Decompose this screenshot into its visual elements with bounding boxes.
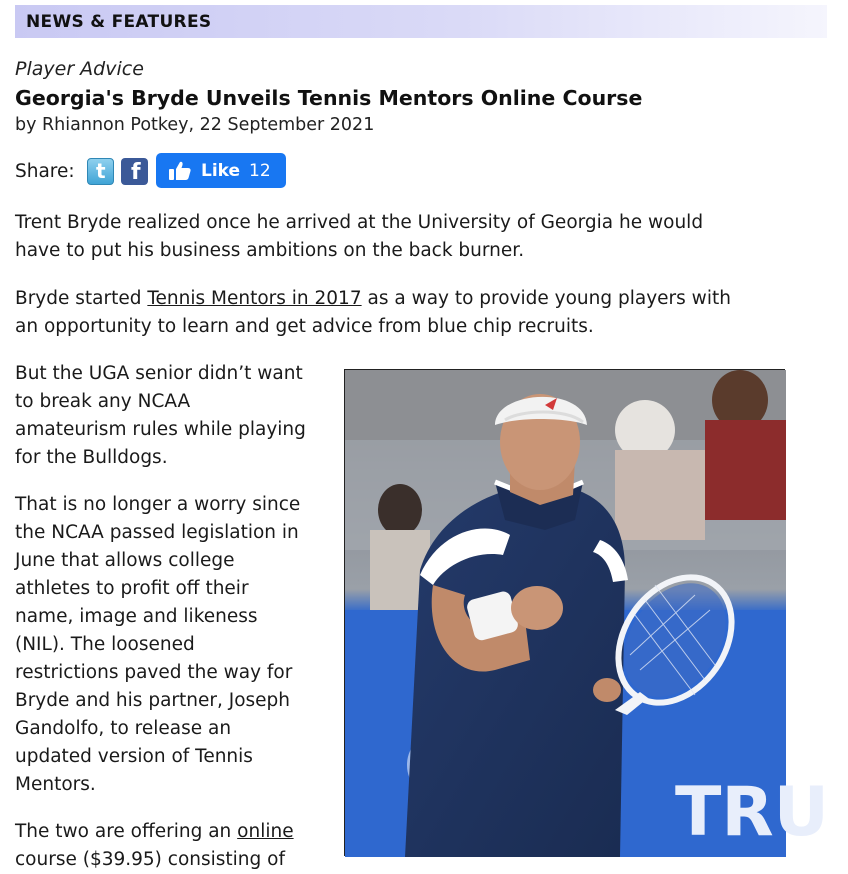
p2-text: an opportunity to learn and get advice from blue chip recruits.	[15, 316, 594, 337]
p4-line: (NIL). The loosened	[15, 634, 195, 655]
p4-line: Gandolfo, to release an	[15, 718, 232, 739]
p2-text: Bryde started	[15, 288, 148, 309]
facebook-like-button[interactable]	[156, 153, 286, 188]
thumbs-up-icon	[169, 161, 191, 180]
paragraph-1	[15, 209, 805, 265]
banner-text: TRU	[675, 773, 829, 852]
article-byline: by Rhiannon Potkey, 22 September 2021	[15, 115, 375, 135]
like-label: Like	[201, 161, 241, 181]
p4-line: Bryde and his partner, Joseph	[15, 690, 290, 711]
section-title: NEWS & FEATURES	[26, 12, 212, 32]
paragraph-4	[15, 491, 335, 799]
article-headline: Georgia's Bryde Unveils Tennis Mentors Online Course	[15, 86, 643, 110]
p4-line: name, image and likeness	[15, 606, 258, 627]
p4-line: Mentors.	[15, 774, 96, 795]
p5-text: The two are offering an	[15, 821, 238, 842]
p3-line: to break any NCAA	[15, 391, 191, 412]
article-kicker: Player Advice	[15, 58, 144, 80]
p1-line: have to put his business ambitions on the back burner.	[15, 240, 525, 261]
p4-line: restrictions paved the way for	[15, 662, 293, 683]
online-course-link[interactable]: online	[237, 821, 294, 842]
p1-line: Trent Bryde realized once he arrived at the University of Georgia he would	[15, 212, 704, 233]
p4-line: June that allows college	[15, 550, 235, 571]
p4-line: That is no longer a worry since	[15, 494, 301, 515]
paragraph-5	[15, 818, 335, 870]
p3-line: amateurism rules while playing	[15, 419, 306, 440]
tennis-mentors-link[interactable]: Tennis Mentors in 2017	[147, 288, 362, 309]
facebook-icon[interactable]: f	[121, 158, 148, 185]
tennis-player-photo	[345, 370, 829, 857]
p3-line: for the Bulldogs.	[15, 447, 168, 468]
twitter-icon[interactable]: t	[87, 158, 114, 185]
like-count: 12	[249, 161, 271, 181]
share-label: Share:	[15, 161, 75, 182]
p3-line: But the UGA senior didn’t want	[15, 363, 303, 384]
p4-line: the NCAA passed legislation in	[15, 522, 299, 543]
paragraph-2	[15, 285, 815, 341]
article-photo	[344, 369, 829, 856]
p5-text: course ($39.95) consisting of	[15, 849, 285, 870]
section-header	[15, 5, 827, 38]
p4-line: athletes to profit off their	[15, 578, 249, 599]
p2-text: as a way to provide young players with	[361, 288, 731, 309]
paragraph-3	[15, 360, 335, 472]
p4-line: updated version of Tennis	[15, 746, 253, 767]
